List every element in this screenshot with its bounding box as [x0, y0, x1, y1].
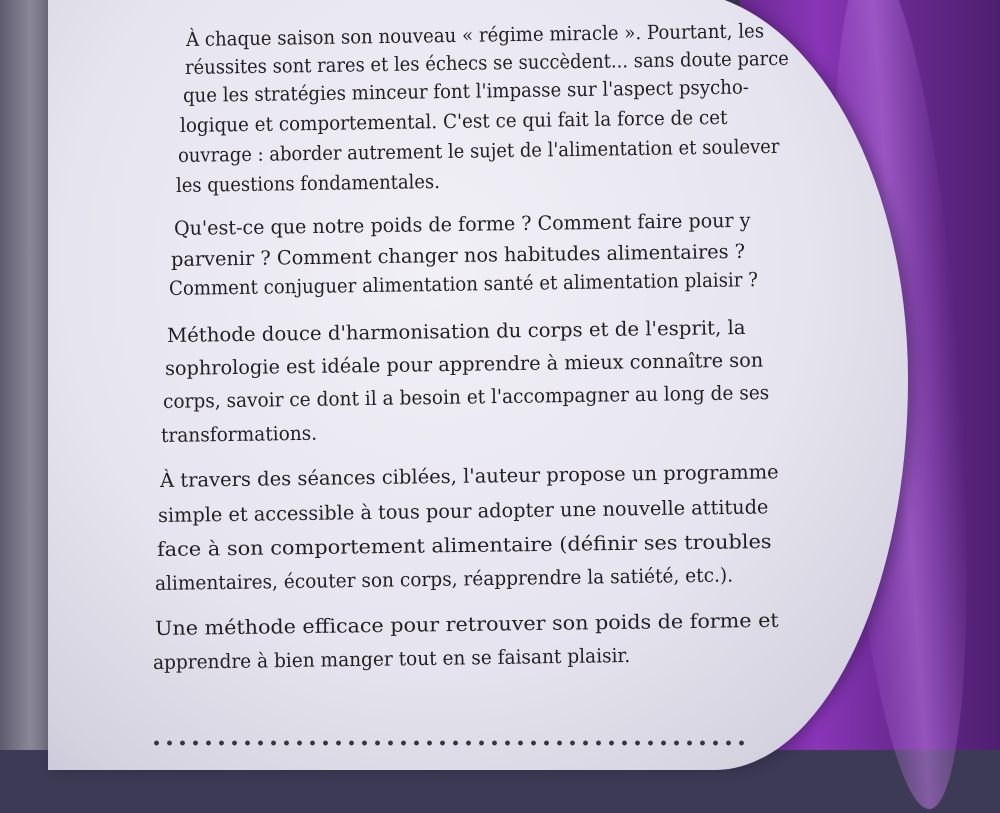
text-line: ouvrage : aborder autrement le sujet de l'alimentation et soulever	[177, 134, 780, 167]
text-line: Une méthode efficace pour retrouver son poids de forme et	[154, 608, 779, 640]
text-line: logique et comportemental. C'est ce qui fait la force de cet	[179, 105, 728, 137]
text-line: corps, savoir ce dont il a besoin et l'accompagner au long de ses	[162, 381, 770, 413]
text-line: face à son comportement alimentaire (définir ses troubles	[156, 529, 772, 561]
text-line: sophrologie est idéale pour apprendre à mieux connaître son	[164, 348, 764, 380]
text-line: apprendre à bien manger tout en se faisant plaisir.	[152, 643, 631, 674]
text-line: Comment conjuguer alimentation santé et alimentation plaisir ?	[168, 268, 759, 300]
text-line: À travers des séances ciblées, l'auteur propose un programme	[159, 460, 779, 492]
dotted-rule	[150, 735, 750, 751]
text-line: réussites sont rares et les échecs se succèdent... sans doute parce	[184, 46, 789, 79]
text-line: transformations.	[160, 421, 318, 447]
text-line: les questions fondamentales.	[175, 169, 440, 197]
text-line: Qu'est-ce que notre poids de forme ? Comment faire pour y	[173, 208, 751, 240]
text-line: parvenir ? Comment changer nos habitudes alimentaires ?	[170, 239, 746, 271]
text-line: Méthode douce d'harmonisation du corps et de l'esprit, la	[166, 316, 746, 347]
text-line: que les stratégies minceur font l'impasse sur l'aspect psycho-	[182, 75, 750, 107]
text-line: À chaque saison son nouveau « régime miracle ». Pourtant, les	[185, 19, 765, 51]
text-line: alimentaires, écouter son corps, réapprendre la satiété, etc.).	[154, 563, 734, 595]
text-line: simple et accessible à tous pour adopter une nouvelle attitude	[157, 495, 769, 527]
